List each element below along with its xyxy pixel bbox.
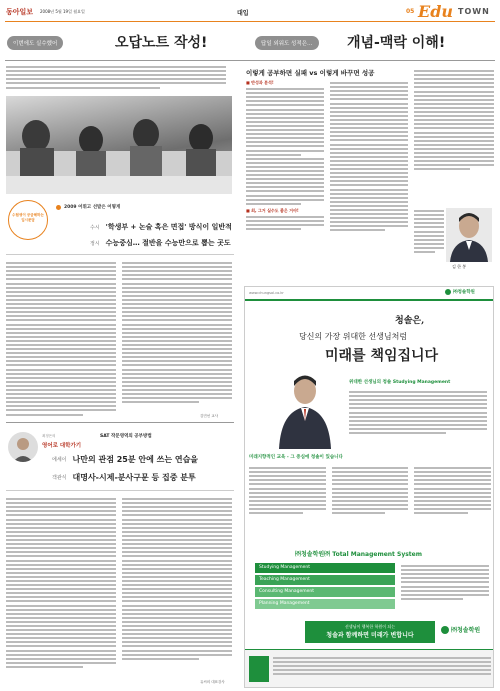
issue-date: 2008년 5월 19일 월요일 [40, 9, 85, 14]
brand-town: TOWN [458, 7, 490, 16]
middle-col-1 [246, 80, 324, 280]
interview-head-1: 수시 '학생부 + 논술 혹은 면접' 방식이 일반적 [90, 223, 232, 231]
kicker-icon [56, 205, 61, 210]
sat-byline: 유씨의 대표강사 [200, 680, 225, 684]
ad-bar-4: Planning Management [255, 599, 395, 609]
ad-contacts-tag [249, 656, 269, 682]
middle-box2-title: ■ 최, 그거 실수도 좋은 거야! [246, 207, 299, 213]
top-headline-strip [5, 30, 495, 56]
ad-bars [255, 563, 395, 613]
ad-footer-logo: ㈜청솔학원 [441, 625, 480, 634]
interview-label-1: 수시 [90, 224, 100, 231]
ad-panel [244, 286, 494, 688]
sat-kicker: SAT 작문영역의 공부방법 [100, 434, 152, 439]
middle-headline: 이렇게 공부하면 실패 vs 이렇게 바꾸면 성공 [246, 69, 375, 77]
top-rule [5, 60, 495, 61]
ad-logo-icon [445, 289, 451, 295]
masthead [0, 0, 500, 22]
ad-mgmt-title: 위대한 선생님의 청솔 Studying Management [349, 380, 451, 385]
ad-url[interactable]: www.chungsol.co.kr [249, 291, 284, 295]
paper-name: 동아일보 [6, 7, 34, 16]
ad-bar-3: Consulting Management [255, 587, 395, 597]
teacher-photo [446, 208, 492, 262]
ad-bars-text [401, 563, 489, 613]
ad-bar-1: Studying Management [255, 563, 395, 573]
interview-kicker: 2009 어휘고 선발은 어떻게 [56, 204, 120, 210]
intro-text [6, 64, 226, 94]
middle-col-3b [414, 208, 444, 268]
masthead-rule [5, 21, 495, 22]
ad-logo-top: ㈜청솔학원 [445, 289, 475, 295]
teacher-caption: 김 한 봉 [452, 264, 467, 269]
sat-col-2 [122, 496, 232, 676]
ad-slogan-big: 청솔과 함께하면 미래가 변합니다 [326, 632, 414, 639]
middle-box1-title: ■ 반성과 분석! [246, 80, 274, 85]
ad-section-bar: 미래지향적인 교육 - 그 중심에 청솔이 있습니다 [249, 455, 343, 460]
ad-contacts-lines [273, 655, 491, 678]
sat-badge-main: 영어로 대학가기 [42, 443, 82, 449]
ad-teacher-illustration [275, 369, 335, 449]
interview-bottom-rule [6, 422, 234, 423]
middle-col-2 [330, 80, 408, 280]
ad-headline-big: 미래를 책임집니다 [325, 348, 439, 364]
students-illustration [6, 96, 232, 194]
middle-col-3 [414, 68, 494, 208]
ad-contacts [245, 649, 494, 688]
teacher-illustration [446, 208, 492, 262]
sat-badge [8, 432, 38, 462]
ad-footer-logo-icon [441, 626, 449, 634]
interview-byline: 김민선 교사 [200, 414, 219, 418]
interview-badge-text: 수험생이 궁금해하는 입시문답 [12, 213, 44, 222]
sat-head-2: 객관식 대명사-시제-분사구문 등 집중 분투 [52, 473, 196, 482]
ad-top-rule [245, 299, 494, 301]
sat-rule [6, 490, 234, 491]
interview-label-2: 정시 [90, 240, 100, 247]
brand-edu: Edu [418, 2, 454, 21]
classroom-photo [6, 96, 232, 194]
sat-author-icon [8, 432, 38, 462]
ad-bar-2: Teaching Management [255, 575, 395, 585]
interview-col-1 [6, 260, 116, 420]
sat-label-2: 객관식 [52, 475, 67, 481]
left-tag: 이번에도 실수했어 [7, 36, 63, 50]
sat-head-1: 에세이 나만의 관점 25분 안에 쓰는 연습을 [52, 455, 199, 464]
sat-col-1 [6, 496, 116, 676]
left-headline: 오답노트 작성! [115, 35, 208, 51]
interview-head-2: 정시 수능중심… 절반을 수능만으로 뽑는 곳도 [90, 239, 231, 247]
ad-headline-mid: 당신의 가장 위대한 선생님처럼 [299, 332, 408, 341]
ad-grid [249, 465, 491, 543]
interview-rule [6, 254, 234, 255]
sat-badge-top: 최정은의 [42, 434, 56, 438]
right-tag: 답일 외워도 성적은… [255, 36, 319, 50]
ad-slogan-small: 선생님이 행복한 학원이 되는 [344, 624, 396, 629]
ad-mgmt-text [349, 389, 487, 447]
sat-label-1: 에세이 [52, 457, 67, 463]
page-number: 05 [406, 8, 415, 15]
ad-teacher-photo [275, 369, 335, 449]
section-name: 대입 [237, 10, 249, 17]
right-headline: 개념-맥락 이해! [347, 35, 446, 51]
ad-headline-small: 청솔은, [395, 316, 425, 326]
ad-mgmt2-title: ㈜청솔학원㈜ Total Management System [295, 551, 423, 558]
ad-slogan-box [305, 621, 435, 643]
interview-badge [8, 200, 48, 240]
interview-col-2 [122, 260, 232, 420]
